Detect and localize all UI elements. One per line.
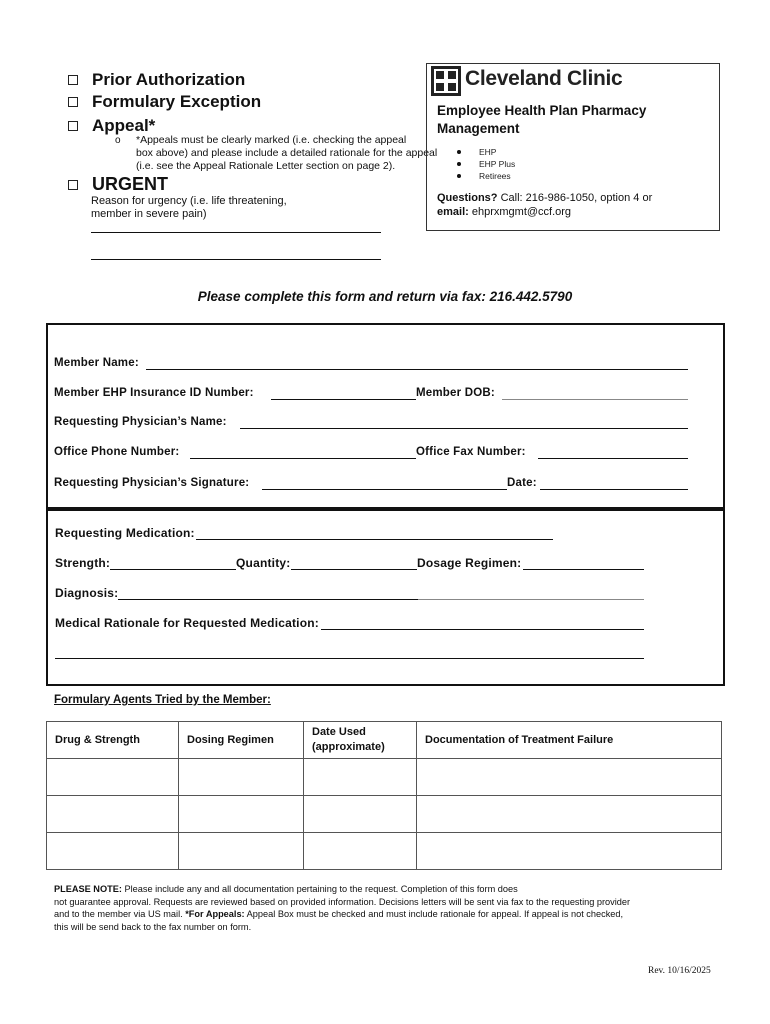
col-dosing-regimen: Dosing Regimen [179,722,304,759]
urgent-checkbox[interactable] [68,180,78,190]
revision-date: Rev. 10/16/2025 [648,966,711,976]
diagnosis-field[interactable] [118,599,418,600]
note-text-3a: and to the member via US mail. [54,909,186,919]
strength-label: Strength: [55,556,111,570]
prior-auth-label: Prior Authorization [92,70,246,89]
appeal-note-line-1: *Appeals must be clearly marked (i.e. checking the appeal [136,134,407,146]
urgency-reason-blank-2[interactable] [91,259,381,260]
urgency-reason-blank-1[interactable] [91,232,381,233]
table-cell[interactable] [47,796,179,833]
questions-label: Questions? [437,192,498,204]
table-cell[interactable] [179,833,304,870]
signature-label: Requesting Physician’s Signature: [54,477,250,489]
prior-auth-checkbox[interactable] [68,75,78,85]
signature-field[interactable] [262,489,507,490]
table-cell[interactable] [417,833,722,870]
email-line [437,205,652,219]
table-row [47,796,722,833]
plan-title-line-1: Employee Health Plan Pharmacy [437,103,647,118]
note-text-1: Please include any and all documentation pertaining to the request. Completion of this form does [121,884,518,894]
table-cell[interactable] [304,796,417,833]
table-row [47,833,722,870]
note-line-4: this will be send back to the fax number on form. [54,921,252,932]
office-fax-field[interactable] [538,458,688,459]
note-line-3 [54,908,734,921]
note-line-2: not guarantee approval. Requests are reviewed based on provided information. Decisions letters will be sent via fax to the requesting provider [54,896,631,907]
col-treatment-failure: Documentation of Treatment Failure [417,722,722,759]
urgent-label: URGENT [92,174,168,194]
plan-header-box [426,63,720,231]
cleveland-clinic-logo-icon [431,66,461,96]
prior-auth-option[interactable] [68,70,245,90]
diagnosis-label: Diagnosis: [55,586,119,600]
appeal-note-bullet: o [115,135,121,146]
col-drug-strength: Drug & Strength [47,722,179,759]
physician-name-label: Requesting Physician’s Name: [54,416,227,428]
table-cell[interactable] [304,759,417,796]
member-dob-field[interactable] [502,399,688,400]
fax-instruction: Please complete this form and return via fax: 216.442.5790 [197,289,573,304]
plan-list [457,146,515,182]
table-cell[interactable] [47,833,179,870]
plan-list-item: EHP [457,146,515,158]
appeal-note [136,134,446,173]
table-header-row [47,722,722,759]
formulary-agents-title: Formulary Agents Tried by the Member: [54,694,271,706]
requesting-medication-field[interactable] [196,539,553,540]
member-id-label: Member EHP Insurance ID Number: [54,387,254,399]
medical-rationale-field[interactable] [321,629,644,630]
urgency-reason-line-1: Reason for urgency (i.e. life threatening, [91,195,287,207]
appeal-note-line-3: (i.e. see the Appeal Rationale Letter section on page 2). [136,160,396,172]
please-note [54,883,734,933]
diagnosis-field-continued[interactable] [418,599,644,600]
member-name-field[interactable] [146,369,688,370]
email-address[interactable]: ehprxmgmt@ccf.org [468,206,572,218]
note-text-3b: Appeal Box must be checked and must include rationale for appeal. If appeal is not checked, [244,909,624,919]
appeal-checkbox[interactable] [68,121,78,131]
office-phone-label: Office Phone Number: [54,446,180,458]
col-date-used-line-2: (approximate) [312,741,385,753]
email-label: email: [437,206,469,218]
table-cell[interactable] [417,796,722,833]
plan-title-line-2: Management [437,121,520,136]
medical-rationale-field-line-2[interactable] [55,658,644,659]
contact-info [437,191,652,219]
brand-name: Cleveland Clinic [465,67,623,90]
plan-list-item: EHP Plus [457,158,515,170]
member-name-label: Member Name: [54,357,139,369]
medical-rationale-label: Medical Rationale for Requested Medication: [55,616,319,630]
office-phone-field[interactable] [190,458,416,459]
plan-title [437,102,646,138]
member-dob-label: Member DOB: [416,387,495,399]
note-appeals-label: *For Appeals: [185,909,245,919]
note-label: PLEASE NOTE: [54,884,122,894]
table-cell[interactable] [47,759,179,796]
urgent-option[interactable] [68,174,168,195]
appeal-note-line-2: box above) and please include a detailed rationale for the appeal [136,147,438,159]
quantity-label: Quantity: [236,556,291,570]
formulary-exception-label: Formulary Exception [92,92,262,111]
questions-line [437,191,652,205]
table-cell[interactable] [417,759,722,796]
requesting-medication-label: Requesting Medication: [55,526,195,540]
questions-phone: Call: 216-986-1050, option 4 or [497,192,653,204]
urgency-reason [91,195,287,221]
formulary-exception-option[interactable] [68,92,261,112]
col-date-used [304,722,417,759]
dosage-regimen-field[interactable] [523,569,644,570]
office-fax-label: Office Fax Number: [416,446,526,458]
quantity-field[interactable] [291,569,417,570]
date-field[interactable] [540,489,688,490]
table-row [47,759,722,796]
appeal-option[interactable] [68,116,155,136]
col-date-used-line-1: Date Used [312,726,366,738]
date-label: Date: [507,477,537,489]
note-line-1 [54,883,734,896]
physician-name-field[interactable] [240,428,688,429]
strength-field[interactable] [110,569,236,570]
formulary-exception-checkbox[interactable] [68,97,78,107]
dosage-regimen-label: Dosage Regimen: [417,556,522,570]
table-cell[interactable] [304,833,417,870]
urgency-reason-line-2: member in severe pain) [91,208,207,220]
plan-list-item: Retirees [457,170,515,182]
table-cell[interactable] [179,759,304,796]
appeal-label: Appeal* [92,116,156,135]
member-id-field[interactable] [271,399,416,400]
formulary-agents-table [46,721,722,870]
table-cell[interactable] [179,796,304,833]
